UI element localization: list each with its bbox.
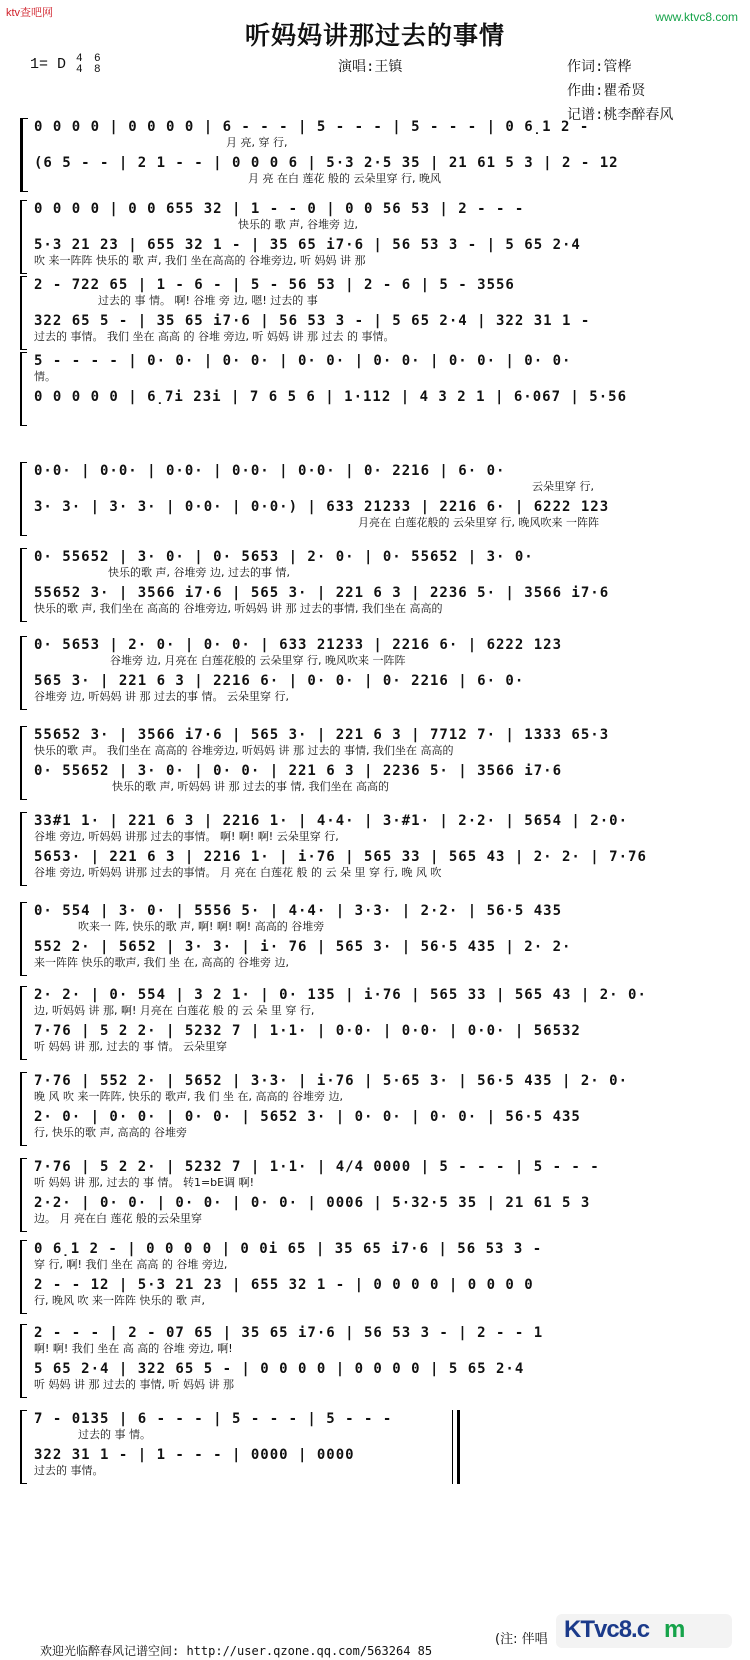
notation-line: 7·76 | 5 2 2· | 5232 7 | 1·1· | 4/4 0000 | 5 - - - | 5 - - - <box>34 1159 600 1175</box>
score-system <box>20 118 730 192</box>
time-signature-6-8: 6 8 <box>94 53 101 76</box>
notation-line: 0· 55652 | 3· 0· | 0· 5653 | 2· 0· | 0· 55652 | 3· 0· <box>34 549 534 565</box>
system-brace <box>20 986 27 1060</box>
score-system <box>20 200 730 274</box>
welcome-note: 欢迎光临醉春风记谱空间: http://user.qzone.qq.com/563264 85 <box>40 1644 433 1658</box>
notation-line: 7·76 | 552 2· | 5652 | 3·3· | i·76 | 5·65 3· | 56·5 435 | 2· 0· <box>34 1073 629 1089</box>
lyric-line: 行, 晚风 吹 来一阵阵 快乐的 歌 声, <box>34 1294 205 1307</box>
notation-line: 0· 55652 | 3· 0· | 0· 0· | 221 6 3 | 2236 5· | 3566 i7·6 <box>34 763 563 779</box>
lyric-line: 云朵里穿 行, <box>532 480 594 493</box>
lyric-line: 快乐的歌 声, 听妈妈 讲 那 过去的事 情, 我们坐在 高高的 <box>112 780 389 793</box>
score-system <box>20 1240 730 1314</box>
score-system <box>20 986 730 1060</box>
notation-line: 0 0 0 0 | 0 0 655 32 | 1 - - 0 | 0 0 56 53 | 2 - - - <box>34 201 525 217</box>
lyric-line: 过去的 事情。 <box>34 1464 104 1477</box>
score-system <box>20 276 730 350</box>
lyric-line: 穿 行, 啊! 我们 坐在 高高 的 谷堆 旁边, <box>34 1258 228 1271</box>
lyric-line: 月亮在 白莲花般的 云朵里穿 行, 晚风吹来 一阵阵 <box>358 516 599 529</box>
lyric-line: 谷堆旁 边, 听妈妈 讲 那 过去的事 情。 云朵里穿 行, <box>34 690 289 703</box>
footnote: (注: 伴唱 <box>495 1632 548 1647</box>
score-system <box>20 812 730 886</box>
lyric-line: 啊! 啊! 我们 坐在 高 高的 谷堆 旁边, 啊! <box>34 1342 233 1355</box>
notation-line: 2· 0· | 0· 0· | 0· 0· | 5652 3· | 0· 0· | 0· 0· | 56·5 435 <box>34 1109 581 1125</box>
notation-line: 5·3 21 23 | 655 32 1 - | 35 65 i7·6 | 56 53 3 - | 5 65 2·4 <box>34 237 581 253</box>
notation-line: 322 31 1 - | 1 - - - | 0000 | 0000 <box>34 1447 355 1463</box>
system-brace <box>20 812 27 886</box>
lyric-line: 快乐的歌 声, 谷堆旁 边, 过去的事 情, <box>108 566 290 579</box>
lyric-line: 月 亮 在白 莲花 般的 云朵里穿 行, 晚风 <box>248 172 441 185</box>
lyric-line: 吹 来一阵阵 快乐的 歌 声, 我们 坐在高高的 谷堆旁边, 听 妈妈 讲 那 <box>34 254 366 267</box>
lyric-line: 听 妈妈 讲 那 过去的 事情, 听 妈妈 讲 那 <box>34 1378 234 1391</box>
notation-line: 2 - - 12 | 5·3 21 23 | 655 32 1 - | 0 0 0 0 | 0 0 0 0 <box>34 1277 534 1293</box>
notator-credit: 记谱:桃李醉春风 <box>567 107 674 123</box>
notation-line: 7·76 | 5 2 2· | 5232 7 | 1·1· | 0·0· | 0·0· | 0·0· | 56532 <box>34 1023 581 1039</box>
song-title: 听妈妈讲那过去的事情 <box>244 21 505 50</box>
lyric-line: 快乐的歌 声, 我们坐在 高高的 谷堆旁边, 听妈妈 讲 那 过去的事情, 我们坐在 高高的 <box>34 602 443 615</box>
notation-line: 2·2· | 0· 0· | 0· 0· | 0· 0· | 0006 | 5·32·5 35 | 21 61 5 3 <box>34 1195 591 1211</box>
score-system <box>20 1072 730 1146</box>
logo-text: KTvc8.c <box>564 1616 650 1643</box>
notation-line: (6 5 - - | 2 1 - - | 0 0 0 6 | 5·3 2·5 35 | 21 61 5 3 | 2 - 12 <box>34 155 619 171</box>
notation-line: 322 65 5 - | 35 65 i7·6 | 56 53 3 - | 5 65 2·4 | 322 31 1 - <box>34 313 591 329</box>
lyric-line: 听 妈妈 讲 那, 过去的 事 情。 云朵里穿 <box>34 1040 227 1053</box>
system-brace <box>20 548 27 622</box>
final-barline <box>452 1410 460 1484</box>
score-system <box>20 548 730 622</box>
lyric-line: 快乐的 歌 声, 谷堆旁 边, <box>238 218 358 231</box>
score-system <box>20 1324 730 1398</box>
notation-line: 2 - - - | 2 - 07 65 | 35 65 i7·6 | 56 53 3 - | 2 - - 1 <box>34 1325 544 1341</box>
score-system <box>20 462 730 536</box>
notation-line: 5653· | 221 6 3 | 2216 1· | i·76 | 565 33 | 565 43 | 2· 2· | 7·76 <box>34 849 647 865</box>
score-system <box>20 352 730 426</box>
system-brace <box>20 1072 27 1146</box>
lyric-line: 过去的 事 情。 啊! 谷堆 旁 边, 嗯! 过去的 事 <box>98 294 318 307</box>
score-system <box>20 1410 730 1484</box>
system-brace <box>20 1158 27 1232</box>
system-brace <box>20 118 28 192</box>
notation-line: 5 65 2·4 | 322 65 5 - | 0 0 0 0 | 0 0 0 0 | 5 65 2·4 <box>34 1361 525 1377</box>
system-brace <box>20 462 27 536</box>
lyric-line: 行, 快乐的歌 声, 高高的 谷堆旁 <box>34 1126 187 1139</box>
notation-line: 5 - - - - | 0· 0· | 0· 0· | 0· 0· | 0· 0· | 0· 0· | 0· 0· <box>34 353 572 369</box>
time-signature-4-4: 4 4 <box>76 53 83 76</box>
notation-line: 2 - 722 65 | 1 - 6 - | 5 - 56 53 | 2 - 6 | 5 - 3556 <box>34 277 515 293</box>
notation-line: 55652 3· | 3566 i7·6 | 565 3· | 221 6 3 | 7712 7· | 1333 65·3 <box>34 727 610 743</box>
lyric-line: 谷堆旁 边, 月亮在 白莲花般的 云朵里穿 行, 晚风吹来 一阵阵 <box>110 654 406 667</box>
lyric-line: 月 亮, 穿 行, <box>226 136 288 149</box>
notation-line: 0· 554 | 3· 0· | 5556 5· | 4·4· | 3·3· | 2·2· | 56·5 435 <box>34 903 563 919</box>
notation-line: 33#1 1· | 221 6 3 | 2216 1· | 4·4· | 3·#1· | 2·2· | 5654 | 2·0· <box>34 813 629 829</box>
key-signature: 1= D <box>30 56 67 73</box>
notation-line: 0 6̣1 2 - | 0 0 0 0 | 0 0i 65 | 35 65 i7·6 | 56 53 3 - <box>34 1241 543 1257</box>
notation-line: 0 0 0 0 | 0 0 0 0 | 6 - - - | 5 - - - | 5 - - - | 0 6̣1 2 - <box>34 119 590 135</box>
system-brace <box>20 352 27 426</box>
score-system <box>20 636 730 710</box>
lyric-line: 来一阵阵 快乐的歌声, 我们 坐 在, 高高的 谷堆旁 边, <box>34 956 289 969</box>
system-brace <box>20 902 27 976</box>
system-brace <box>20 276 27 350</box>
logo-text-accent: m <box>664 1616 686 1643</box>
system-brace <box>20 1240 27 1314</box>
lyric-line: 过去的 事情。 我们 坐在 高高 的 谷堆 旁边, 听 妈妈 讲 那 过去 的 事情。 <box>34 330 395 343</box>
ktvc8-logo <box>556 1614 732 1648</box>
site-watermark-right: www.ktvc8.com <box>655 10 738 24</box>
composer-credit: 作曲:瞿希贤 <box>567 83 646 99</box>
notation-line: 2· 2· | 0· 554 | 3 2 1· | 0· 135 | i·76 | 565 33 | 565 43 | 2· 0· <box>34 987 647 1003</box>
lyric-line: 情。 <box>34 370 56 383</box>
system-brace <box>20 1410 27 1484</box>
notation-line: 55652 3· | 3566 i7·6 | 565 3· | 221 6 3 | 2236 5· | 3566 i7·6 <box>34 585 610 601</box>
lyric-line <box>34 406 730 420</box>
system-brace <box>20 1324 27 1398</box>
lyric-line: 吹来一 阵, 快乐的歌 声, 啊! 啊! 啊! 高高的 谷堆旁 <box>78 920 325 933</box>
lyric-line: 过去的 事 情。 <box>78 1428 151 1441</box>
system-brace <box>20 200 27 274</box>
lyric-line: 谷堆 旁边, 听妈妈 讲那 过去的事情。 啊! 啊! 啊! 云朵里穿 行, <box>34 830 339 843</box>
notation-line: 0·0· | 0·0· | 0·0· | 0·0· | 0·0· | 0· 2216 | 6· 0· <box>34 463 506 479</box>
notation-line: 0 0 0 0 0 | 6̣7i 23i | 7 6 5 6 | 1·112 | 4 3 2 1 | 6·067 | 5·56 <box>34 389 628 405</box>
singer-credit: 演唱:王镇 <box>338 59 403 75</box>
notation-line: 552 2· | 5652 | 3· 3· | i· 76 | 565 3· | 56·5 435 | 2· 2· <box>34 939 572 955</box>
notation-line: 565 3· | 221 6 3 | 2216 6· | 0· 0· | 0· 2216 | 6· 0· <box>34 673 525 689</box>
score-system <box>20 726 730 800</box>
score-system <box>20 902 730 976</box>
lyricist-credit: 作词:管桦 <box>567 59 632 75</box>
lyric-line: 谷堆 旁边, 听妈妈 讲那 过去的事情。 月 亮在 白莲花 般 的 云 朵 里 穿 行, 晚 风 吹 <box>34 866 442 879</box>
site-watermark-left: ktv查吧网 <box>6 7 54 19</box>
lyric-line: 快乐的歌 声。 我们坐在 高高的 谷堆旁边, 听妈妈 讲 那 过去的 事情, 我们坐在 高高的 <box>34 744 454 757</box>
notation-line: 3· 3· | 3· 3· | 0·0· | 0·0·) | 633 21233 | 2216 6· | 6222 123 <box>34 499 610 515</box>
system-brace <box>20 726 27 800</box>
lyric-line: 边。 月 亮在白 莲花 般的云朵里穿 <box>34 1212 202 1225</box>
notation-line: 7 - 0135 | 6 - - - | 5 - - - | 5 - - - <box>34 1411 393 1427</box>
score-system <box>20 1158 730 1232</box>
lyric-line: 晚 风 吹 来一阵阵, 快乐的 歌声, 我 们 坐 在, 高高的 谷堆旁 边, <box>34 1090 343 1103</box>
lyric-line: 边, 听妈妈 讲 那, 啊! 月亮在 白莲花 般 的 云 朵 里 穿 行, <box>34 1004 315 1017</box>
system-brace <box>20 636 27 710</box>
lyric-line: 听 妈妈 讲 那, 过去的 事 情。 转1=bE调 啊! <box>34 1176 255 1189</box>
notation-line: 0· 5653 | 2· 0· | 0· 0· | 633 21233 | 2216 6· | 6222 123 <box>34 637 563 653</box>
